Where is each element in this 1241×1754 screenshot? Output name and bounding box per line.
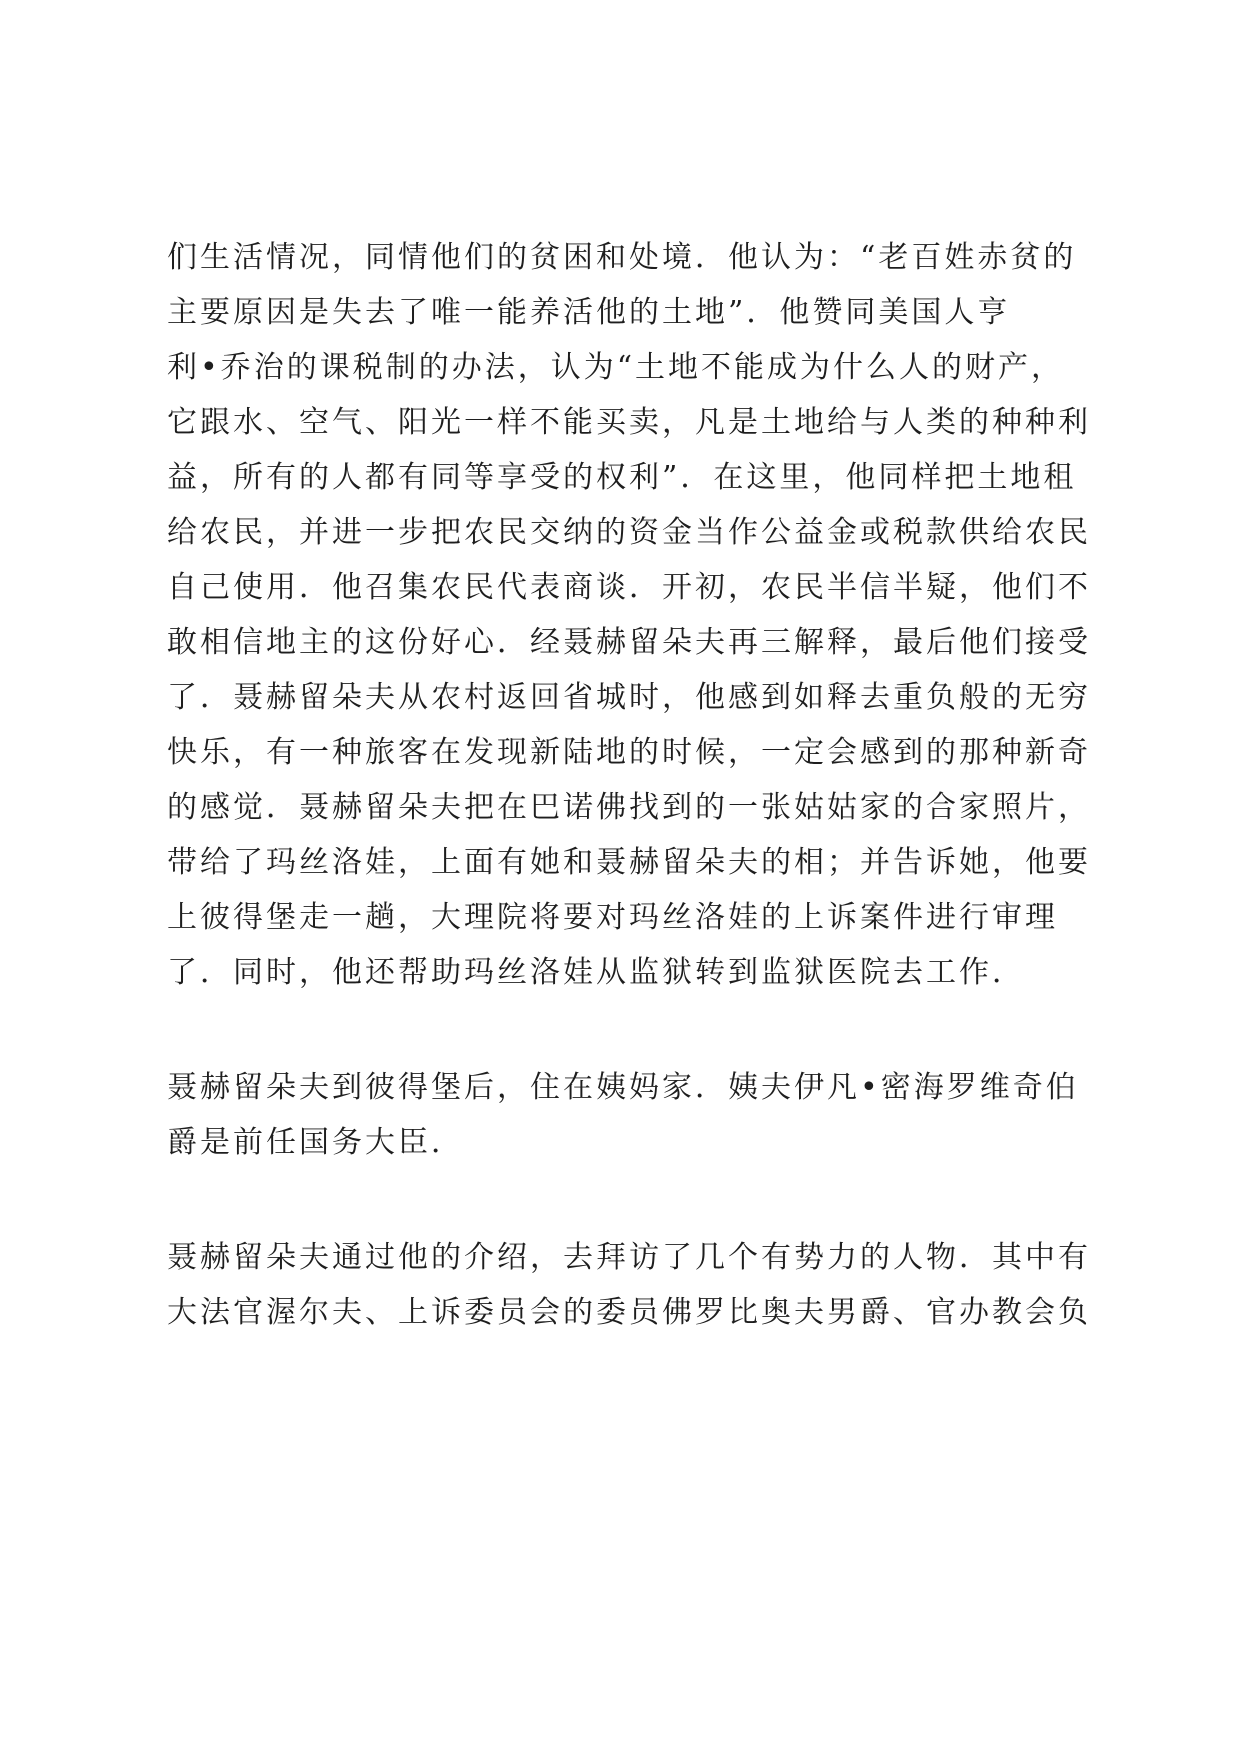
text-line: 大法官渥尔夫、上诉委员会的委员佛罗比奥夫男爵、官办教会负	[167, 1295, 1091, 1330]
text-line: 主要原因是失去了唯一能养活他的土地”．他赞同美国人亨	[167, 295, 1011, 330]
text-line: 快乐，有一种旅客在发现新陆地的时候，一定会感到的那种新奇	[167, 735, 1091, 770]
text-line: 聂赫留朵夫到彼得堡后，住在姨妈家．姨夫伊凡•密海罗维奇伯	[167, 1070, 1079, 1105]
text-line: 给农民，并进一步把农民交纳的资金当作公益金或税款供给农民	[167, 515, 1091, 550]
paragraph-3	[167, 1230, 1097, 1340]
text-line: 敢相信地主的这份好心．经聂赫留朵夫再三解释，最后他们接受	[167, 625, 1091, 660]
text-line: 它跟水、空气、阳光一样不能买卖，凡是土地给与人类的种种利	[167, 405, 1091, 440]
text-line: 了．聂赫留朵夫从农村返回省城时，他感到如释去重负般的无穷	[167, 680, 1091, 715]
text-line: 聂赫留朵夫通过他的介绍，去拜访了几个有势力的人物．其中有	[167, 1240, 1091, 1275]
paragraph-1	[167, 230, 1097, 1000]
text-line: 益，所有的人都有同等享受的权利”．在这里，他同样把土地租	[167, 460, 1077, 495]
document-body	[167, 230, 1097, 1340]
text-line: 带给了玛丝洛娃，上面有她和聂赫留朵夫的相；并告诉她，他要	[167, 845, 1091, 880]
text-line: 了．同时，他还帮助玛丝洛娃从监狱转到监狱医院去工作．	[167, 955, 1025, 990]
text-line: 爵是前任国务大臣．	[167, 1125, 464, 1160]
paragraph-spacer	[167, 1170, 1097, 1230]
paragraph-2	[167, 1060, 1097, 1170]
text-line: 自己使用．他召集农民代表商谈．开初，农民半信半疑，他们不	[167, 570, 1091, 605]
text-line: 们生活情况，同情他们的贫困和处境．他认为：“老百姓赤贫的	[167, 240, 1077, 275]
text-line: 利•乔治的课税制的办法，认为“土地不能成为什么人的财产，	[167, 350, 1065, 385]
text-line: 的感觉．聂赫留朵夫把在巴诺佛找到的一张姑姑家的合家照片，	[167, 790, 1091, 825]
text-line: 上彼得堡走一趟，大理院将要对玛丝洛娃的上诉案件进行审理	[167, 900, 1058, 935]
paragraph-spacer	[167, 1000, 1097, 1060]
